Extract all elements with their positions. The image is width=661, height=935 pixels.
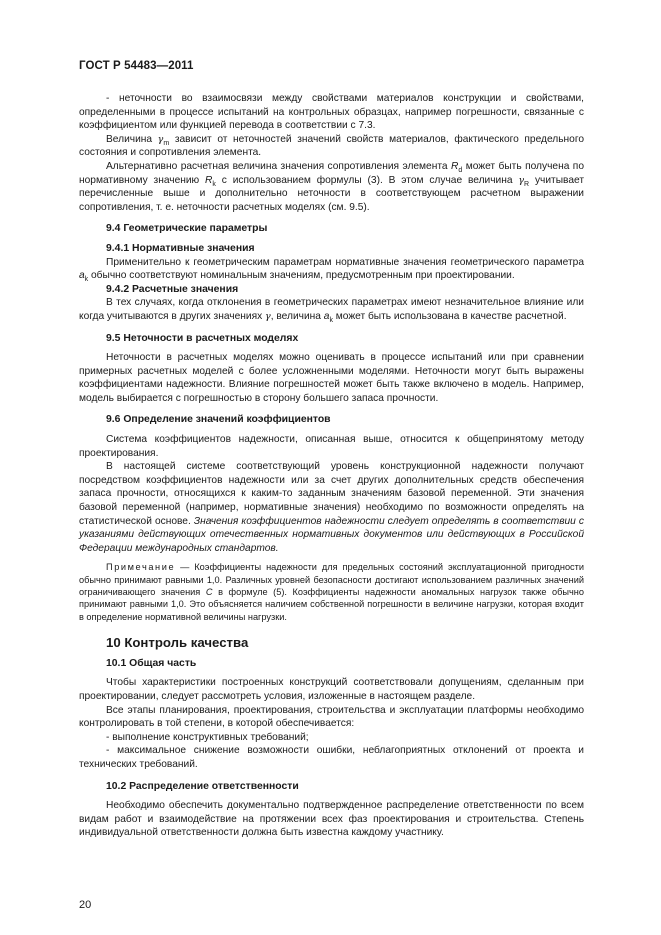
gamma-symbol: γ (157, 133, 164, 145)
subscript: R (524, 180, 530, 188)
paragraph: - неточности во взаимосвязи между свойствами материалов конструкции и свойствами, определенными в процессе испытаний на контрольных образцах, например погрешности, связанные с коэффициентом или функцией перевода в соответствии с 7.3. (79, 93, 584, 132)
text-run: В тех случаях, когда отклонения в геометрических параметрах имеют незначительное влияние или когда учитываются в других значениях (79, 297, 584, 322)
italic-text: Значения коэффициентов надежности следует определять в соответствии с указаниями действующих отечественных нормативных документов или действующих в Российской Федерации международных стандартов. (79, 515, 584, 554)
document-header: ГОСТ Р 54483—2011 (79, 60, 194, 72)
section-heading-10: 10 Контроль качества (106, 634, 249, 650)
paragraph: Система коэффициентов надежности, описанная выше, относится к общепринятому методу проектирования. (79, 434, 584, 459)
subscript: m (163, 139, 170, 147)
text-run: В настоящей системе соответствующий уровень конструкционной надежности получают посредством коэффициентов надежности или за счет других дополнительных средств обеспечения запаса прочности, относящихся к каким-то заданным значениям базовой переменной. Эти значения базовой переменной (например, нормативные значения) необходимо по возможности определять на статистической основе. (79, 461, 584, 527)
list-item: - максимальное снижение возможности ошибки, неблагоприятных отклонений от проекта и технических требований. (79, 745, 584, 771)
section-heading-10-1: 10.1 Общая часть (106, 657, 197, 669)
text-run: учитывает перечисленные выше и дополнительно неточности в соответствующем расчетном выражении сопротивления, т. е. неточности расчетных моделях (см. 9.5). (79, 174, 584, 213)
text-run: Величина (106, 133, 158, 145)
symbol: R (205, 174, 213, 186)
subscript: d (458, 167, 463, 174)
text-run: , величина (270, 310, 324, 322)
gamma-symbol: γ (265, 310, 271, 322)
symbol: a (323, 310, 330, 322)
paragraph (79, 133, 584, 160)
note-label: Примечание (106, 562, 176, 573)
text-run: с использованием формулы (3). В этом случае величина (215, 174, 519, 186)
subscript: k (212, 180, 216, 188)
paragraph (79, 296, 584, 323)
text-run: обычно соответствуют номинальным значениям, предусмотренным при проектировании. (88, 270, 515, 282)
paragraph (79, 160, 584, 214)
list-item: - выполнение конструктивных требований; (106, 731, 309, 743)
note-block (79, 561, 584, 622)
symbol: C (205, 587, 213, 597)
text-run: зависит от неточностей значений свойств материалов, фактического предельного состояния и сопротивления элемента. (79, 133, 584, 159)
text-run: в формуле (5). Коэффициенты надежности аномальных нагрузок также обычно принимают равными 1,0. Это объясняется наличием собственной погрешности в величине нагрузки, которая входит в определение нормативной величины нагрузки. (79, 587, 584, 622)
text-run: Применительно к геометрическим параметрам нормативные значения геометрического параметра (106, 256, 584, 268)
gamma-symbol: γ (518, 174, 525, 186)
page-content (79, 92, 584, 840)
paragraph: Чтобы характеристики построенных конструкций соответствовали допущениям, сделанным при проектировании, следует рассмотреть условия, изложенные в настоящем разделе. (79, 677, 584, 703)
section-heading-9-6: 9.6 Определение значений коэффициентов (106, 414, 331, 426)
page-number: 20 (79, 899, 92, 911)
section-heading-9-4-2: 9.4.2 Расчетные значения (106, 283, 239, 295)
section-heading-9-4-1: 9.4.1 Нормативные значения (106, 242, 255, 254)
paragraph: Неточности в расчетных моделях можно оценивать в процессе испытаний или при сравнении примерных расчетных моделей с более усложненными моделями. Неточности могут быть выражены коэффициентами надежности. Влияние погрешностей может быть также включено в модель. Например, модель выбирается с погрешностью в сторону большего запаса прочности. (79, 352, 584, 404)
symbol: a (79, 270, 85, 282)
subscript: k (84, 276, 89, 284)
symbol: R (451, 160, 459, 172)
paragraph (79, 256, 584, 283)
text-run: Альтернативно расчетная величина значения сопротивления элемента (106, 160, 452, 172)
text-run: — Коэффициенты надежности для предельных состояний эксплуатационной пригодности обычно принимают равными 1,0. Различных уровней безопасности достигают использованием различных значений ограничивающего значения (79, 562, 584, 597)
paragraph (79, 460, 584, 555)
section-heading-9-4: 9.4 Геометрические параметры (106, 223, 268, 235)
section-heading-10-2: 10.2 Распределение ответственности (106, 780, 299, 792)
section-heading-9-5: 9.5 Неточности в расчетных моделях (106, 332, 299, 344)
paragraph: Необходимо обеспечить документально подтвержденное распределение ответственности по всем видам работ и взаимодействие на протяжении всех фаз проектирования и строительства. Степень индивидуальной ответственности должна быть известна каждому участнику. (79, 800, 584, 839)
subscript: k (329, 316, 333, 324)
paragraph: Все этапы планирования, проектирования, строительства и эксплуатации платформы необходимо контролировать в той степени, в которой обеспечивается: (79, 704, 584, 730)
text-run: может быть использована в качестве расчетной. (332, 310, 567, 322)
note-paragraph (79, 561, 584, 622)
text-run: может быть получена по нормативному значению (79, 160, 584, 186)
